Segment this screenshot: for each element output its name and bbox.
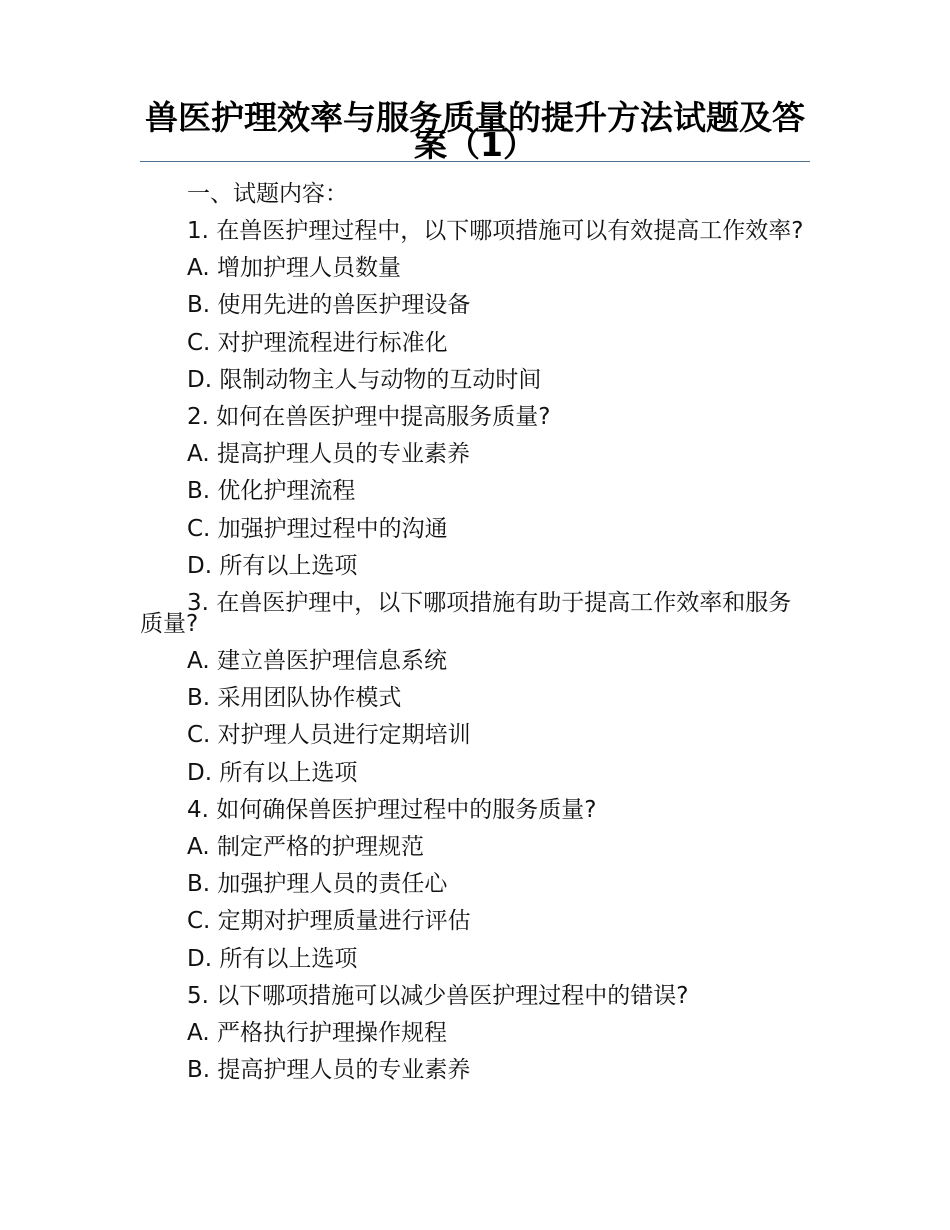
option-item: C. 对护理流程进行标准化 <box>187 329 448 356</box>
document-body <box>140 176 810 1089</box>
option-item: B. 加强护理人员的责任心 <box>187 871 448 898</box>
option-item: A. 制定严格的护理规范 <box>187 834 424 861</box>
document-title: 兽医护理效率与服务质量的提升方法试题及答案（1） <box>145 98 805 164</box>
option-item: A. 增加护理人员数量 <box>187 255 401 282</box>
option-item: B. 使用先进的兽医护理设备 <box>187 292 471 319</box>
question-text: 2. 如何在兽医护理中提高服务质量? <box>187 404 551 431</box>
option-item: C. 定期对护理质量进行评估 <box>187 908 471 935</box>
option-item: C. 加强护理过程中的沟通 <box>187 515 448 542</box>
option-item: A. 建立兽医护理信息系统 <box>187 648 447 675</box>
option-item: A. 严格执行护理操作规程 <box>187 1020 447 1047</box>
option-item: B. 提高护理人员的专业素养 <box>187 1057 471 1084</box>
question-text: 4. 如何确保兽医护理过程中的服务质量? <box>187 796 597 823</box>
option-item: A. 提高护理人员的专业素养 <box>187 441 470 468</box>
option-item: D. 所有以上选项 <box>187 552 358 579</box>
option-item: C. 对护理人员进行定期培训 <box>187 722 471 749</box>
option-item: B. 采用团队协作模式 <box>187 685 402 712</box>
option-item: D. 所有以上选项 <box>187 945 358 972</box>
question-text: 5. 以下哪项措施可以减少兽医护理过程中的错误? <box>187 982 689 1009</box>
title-underline <box>140 161 810 162</box>
option-item: B. 优化护理流程 <box>187 478 356 505</box>
option-item: D. 限制动物主人与动物的互动时间 <box>187 366 542 393</box>
option-item: D. 所有以上选项 <box>187 759 358 786</box>
question-text: 1. 在兽医护理过程中，以下哪项措施可以有效提高工作效率? <box>187 218 804 245</box>
question-text: 3. 在兽医护理中，以下哪项措施有助于提高工作效率和服务质量? <box>140 590 792 638</box>
section-heading: 一、试题内容： <box>187 181 348 207</box>
